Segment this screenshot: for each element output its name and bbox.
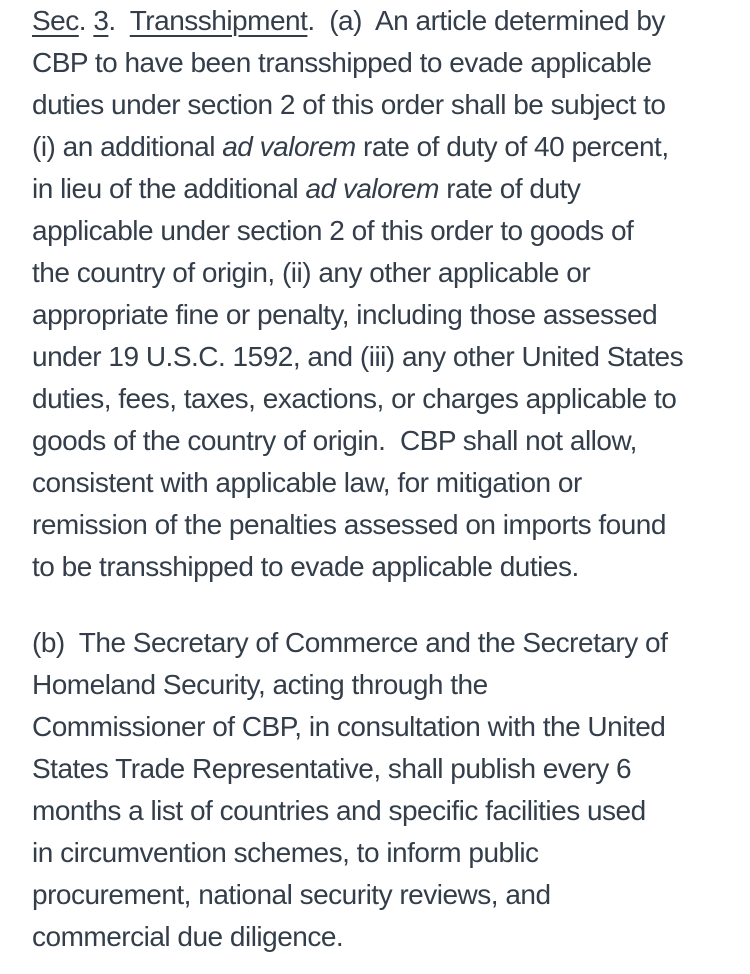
text-line <box>32 874 730 916</box>
text-segment: rate of duty <box>438 173 581 204</box>
text-segment: applicable under section 2 of this order to goods of <box>32 215 634 246</box>
text-line <box>32 790 730 832</box>
italic-term: ad valorem <box>305 173 439 204</box>
text-segment: States Trade Representative, shall publish every 6 <box>32 753 632 784</box>
italic-term: ad valorem <box>222 131 356 162</box>
text-segment: goods of the country of origin. CBP shall not allow, <box>32 425 637 456</box>
text-segment: (b) The Secretary of Commerce and the Secretary of <box>32 627 668 658</box>
text-segment: duties, fees, taxes, exactions, or charges applicable to <box>32 383 677 414</box>
text-segment: rate of duty of 40 percent, <box>355 131 669 162</box>
text-segment: in lieu of the additional <box>32 173 306 204</box>
text-segment: under 19 U.S.C. 1592, and (iii) any other United States <box>32 341 684 372</box>
text-segment: . <box>108 5 130 36</box>
text-line <box>32 832 730 874</box>
text-segment: appropriate fine or penalty, including those assessed <box>32 299 658 330</box>
text-segment: consistent with applicable law, for mitigation or <box>32 467 582 498</box>
text-segment: duties under section 2 of this order shall be subject to <box>32 89 666 120</box>
text-line <box>32 546 730 588</box>
underlined-term: Sec <box>32 5 79 36</box>
text-line <box>32 42 730 84</box>
text-segment: Homeland Security, acting through the <box>32 669 488 700</box>
text-line <box>32 664 730 706</box>
text-line <box>32 0 730 42</box>
text-line <box>32 706 730 748</box>
text-line <box>32 916 730 958</box>
text-segment: the country of origin, (ii) any other applicable or <box>32 257 591 288</box>
text-line <box>32 622 730 664</box>
text-line <box>32 294 730 336</box>
text-segment: CBP to have been transshipped to evade applicable <box>32 47 652 78</box>
text-line <box>32 336 730 378</box>
text-segment: commercial due diligence. <box>32 921 344 952</box>
text-segment: procurement, national security reviews, and <box>32 879 551 910</box>
text-segment: Commissioner of CBP, in consultation with the United <box>32 711 666 742</box>
text-line <box>32 504 730 546</box>
section-3-paragraph-a <box>32 0 730 588</box>
underlined-term: 3 <box>93 5 109 36</box>
text-segment: . <box>78 5 94 36</box>
text-line <box>32 420 730 462</box>
text-segment: to be transshipped to evade applicable duties. <box>32 551 579 582</box>
text-line <box>32 378 730 420</box>
text-segment: in circumvention schemes, to inform public <box>32 837 539 868</box>
text-segment: . (a) An article determined by <box>307 5 665 36</box>
text-line <box>32 126 730 168</box>
text-line <box>32 748 730 790</box>
text-segment: remission of the penalties assessed on imports found <box>32 509 666 540</box>
text-line <box>32 210 730 252</box>
section-3-paragraph-b <box>32 622 730 958</box>
text-line <box>32 168 730 210</box>
text-line <box>32 462 730 504</box>
underlined-term: Transshipment <box>129 5 308 36</box>
text-segment: (i) an additional <box>32 131 223 162</box>
text-segment: months a list of countries and specific facilities used <box>32 795 646 826</box>
text-line <box>32 252 730 294</box>
text-line <box>32 84 730 126</box>
